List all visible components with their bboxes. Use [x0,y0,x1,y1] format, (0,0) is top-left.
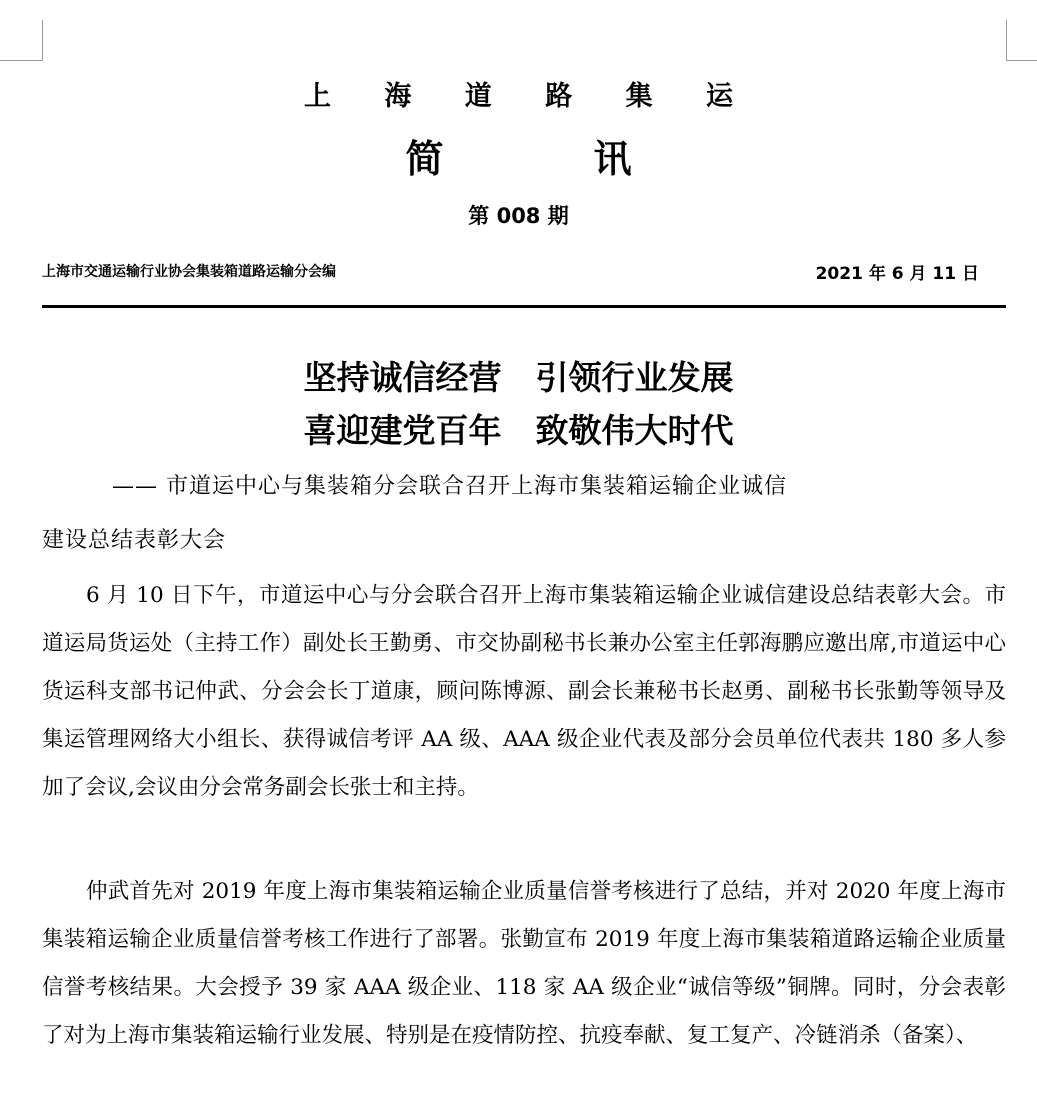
masthead-bulletin-title [0,128,1037,183]
headline-2-left: 喜迎建党百年 [303,411,502,450]
headline-line-1 [0,352,1037,399]
editor-line: 上海市交通运输行业协会集装箱道路运输分会编 [42,264,336,280]
paragraph-2-text: 仲武首先对 2019 年度上海市集装箱运输企业质量信誉考核进行了总结，并对 2020 年度上海市集装箱运输企业质量信誉考核工作进行了部署。张勤宣布 2019 年度上海市集装箱道路运输企业质量信誉考核结果。大会授予 39 家 AAA 级企业、118 家 AA 级企业“诚信等级”铜牌。同时，分会表彰了对为上海市集装箱运输行业发展、特别是在疫情防控、抗疫奉献、复工复产、冷链消杀（备案）、 [42,879,1006,1048]
bulletin-title-right: 讯 [593,136,632,181]
masthead-org-line: 上 海 道 路 集 运 [304,81,755,112]
headline-1-right: 引领行业发展 [535,358,734,397]
headline-1-left: 坚持诚信经营 [303,358,502,397]
bulletin-title-left: 简 [405,136,444,181]
headline-line-2 [0,405,1037,452]
paragraph-1-text: 6 月 10 日下午，市道运中心与分会联合召开上海市集装箱运输企业诚信建设总结表彰大会。市道运局货运处（主持工作）副处长王勤勇、市交协副秘书长兼办公室主任郭海鹏应邀出席,市道运中心货运科支部书记仲武、分会会长丁道康，顾问陈博源、副会长兼秘书长赵勇、副秘书长张勤等领导及集运管理网络大小组长、获得诚信考评 AA 级、AAA 级企业代表及部分会员单位代表共 180 多人参加了会议,会议由分会常务副会长张士和主持。 [42,583,1006,800]
issue-number: 第 008 期 [468,204,569,228]
crop-mark-top-left [0,20,43,61]
paragraph-1 [42,572,1006,812]
subtitle-line-1: —— 市道运中心与集装箱分会联合召开上海市集装箱运输企业诚信 [112,474,787,499]
paragraph-2 [42,868,1006,1060]
crop-mark-top-right [1006,20,1037,61]
publication-date: 2021 年 6 月 11 日 [815,264,979,284]
headline-2-right: 致敬伟大时代 [535,411,734,450]
subtitle-line-2: 建设总结表彰大会 [42,528,227,553]
header-divider [42,305,1006,308]
